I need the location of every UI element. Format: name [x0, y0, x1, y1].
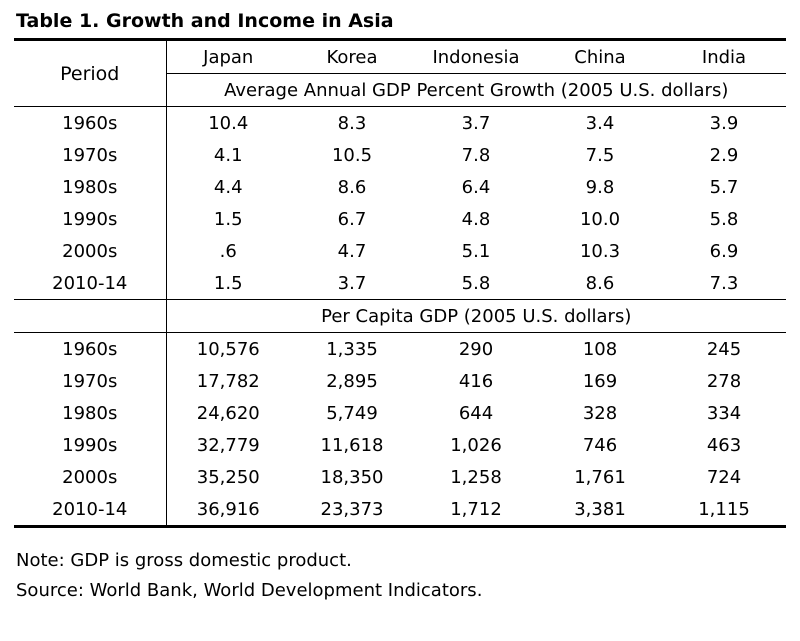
cell-china: 3.4 — [585, 112, 615, 134]
cell-indonesia: 416 — [458, 370, 494, 392]
cell-japan: 10.4 — [208, 112, 249, 134]
cell-indonesia: 4.8 — [461, 208, 491, 230]
section-heading-row-per-capita — [14, 300, 786, 333]
cell-indonesia: 3.7 — [461, 112, 491, 134]
cell-india: 2.9 — [709, 144, 739, 166]
cell-japan: 17,782 — [196, 370, 260, 392]
cell-india: 245 — [706, 338, 742, 360]
row-period: 1980s — [14, 397, 166, 429]
table-row — [14, 267, 786, 300]
row-period: 2010-14 — [14, 267, 166, 300]
table-row — [14, 203, 786, 235]
row-period: 1970s — [14, 139, 166, 171]
table-row — [14, 429, 786, 461]
cell-korea: 8.3 — [337, 112, 367, 134]
cell-korea: 11,618 — [320, 434, 384, 456]
cell-china: 1,761 — [574, 466, 626, 488]
section-heading-growth: Average Annual GDP Percent Growth (2005 U.S. dollars) — [166, 74, 786, 107]
cell-japan: 1.5 — [166, 267, 290, 300]
table-row — [14, 397, 786, 429]
cell-japan: .6 — [219, 240, 237, 262]
note-line: Note: GDP is gross domestic product. — [16, 550, 352, 571]
column-header-indonesia: Indonesia — [414, 40, 538, 74]
cell-china: 169 — [582, 370, 618, 392]
table-row — [14, 139, 786, 171]
growth-and-income-table — [14, 38, 786, 528]
column-header-korea: Korea — [290, 40, 414, 74]
cell-indonesia: 6.4 — [461, 176, 491, 198]
cell-china: 7.5 — [585, 144, 615, 166]
cell-japan: 4.1 — [213, 144, 243, 166]
column-header-period: Period — [14, 40, 166, 107]
section-heading-spacer — [14, 300, 166, 333]
cell-indonesia: 5.8 — [414, 267, 538, 300]
cell-indonesia: 5.1 — [461, 240, 491, 262]
cell-korea: 18,350 — [320, 466, 384, 488]
cell-indonesia: 1,026 — [450, 434, 502, 456]
cell-korea: 4.7 — [337, 240, 367, 262]
cell-china: 8.6 — [538, 267, 662, 300]
table-row — [14, 461, 786, 493]
row-period: 2000s — [14, 461, 166, 493]
cell-indonesia: 7.8 — [461, 144, 491, 166]
table-notes — [16, 546, 786, 606]
cell-japan: 1.5 — [213, 208, 243, 230]
cell-india: 5.8 — [709, 208, 739, 230]
cell-indonesia: 644 — [458, 402, 494, 424]
row-period: 1970s — [14, 365, 166, 397]
column-header-india: India — [662, 40, 786, 74]
cell-china: 10.3 — [579, 240, 621, 262]
cell-china: 108 — [582, 338, 618, 360]
cell-china: 3,381 — [538, 493, 662, 527]
cell-korea: 3.7 — [290, 267, 414, 300]
cell-india: 278 — [706, 370, 742, 392]
cell-china: 10.0 — [579, 208, 621, 230]
cell-japan: 10,576 — [196, 338, 260, 360]
cell-japan: 36,916 — [166, 493, 290, 527]
cell-japan: 24,620 — [196, 402, 260, 424]
cell-japan: 4.4 — [213, 176, 243, 198]
row-period: 1980s — [14, 171, 166, 203]
cell-korea: 8.6 — [337, 176, 367, 198]
source-line: Source: World Bank, World Development Indicators. — [16, 580, 483, 601]
row-period: 1960s — [14, 107, 166, 140]
cell-india: 463 — [706, 434, 742, 456]
cell-india: 5.7 — [709, 176, 739, 198]
cell-india: 6.9 — [709, 240, 739, 262]
cell-japan: 35,250 — [196, 466, 260, 488]
cell-korea: 6.7 — [337, 208, 367, 230]
column-header-japan: Japan — [166, 40, 290, 74]
cell-india: 724 — [706, 466, 742, 488]
row-period: 1990s — [14, 203, 166, 235]
cell-korea: 23,373 — [290, 493, 414, 527]
table-row — [14, 235, 786, 267]
cell-korea: 10.5 — [331, 144, 373, 166]
cell-indonesia: 1,712 — [414, 493, 538, 527]
cell-india: 7.3 — [662, 267, 786, 300]
cell-china: 746 — [582, 434, 618, 456]
cell-korea: 1,335 — [326, 338, 378, 360]
table-row — [14, 365, 786, 397]
cell-korea: 5,749 — [326, 402, 378, 424]
table-row — [14, 333, 786, 366]
section-heading-per-capita: Per Capita GDP (2005 U.S. dollars) — [166, 300, 786, 333]
cell-india: 334 — [706, 402, 742, 424]
cell-india: 1,115 — [662, 493, 786, 527]
cell-india: 3.9 — [709, 112, 739, 134]
page-title: Table 1. Growth and Income in Asia — [16, 10, 394, 32]
cell-china: 328 — [582, 402, 618, 424]
row-period: 2000s — [14, 235, 166, 267]
cell-japan: 32,779 — [196, 434, 260, 456]
cell-indonesia: 1,258 — [450, 466, 502, 488]
table-row — [14, 107, 786, 140]
column-header-china: China — [538, 40, 662, 74]
table-row — [14, 493, 786, 527]
cell-indonesia: 290 — [458, 338, 494, 360]
cell-korea: 2,895 — [326, 370, 378, 392]
row-period: 1990s — [14, 429, 166, 461]
table-header-row — [14, 40, 786, 74]
row-period: 2010-14 — [14, 493, 166, 527]
table-row — [14, 171, 786, 203]
row-period: 1960s — [14, 333, 166, 366]
cell-china: 9.8 — [585, 176, 615, 198]
